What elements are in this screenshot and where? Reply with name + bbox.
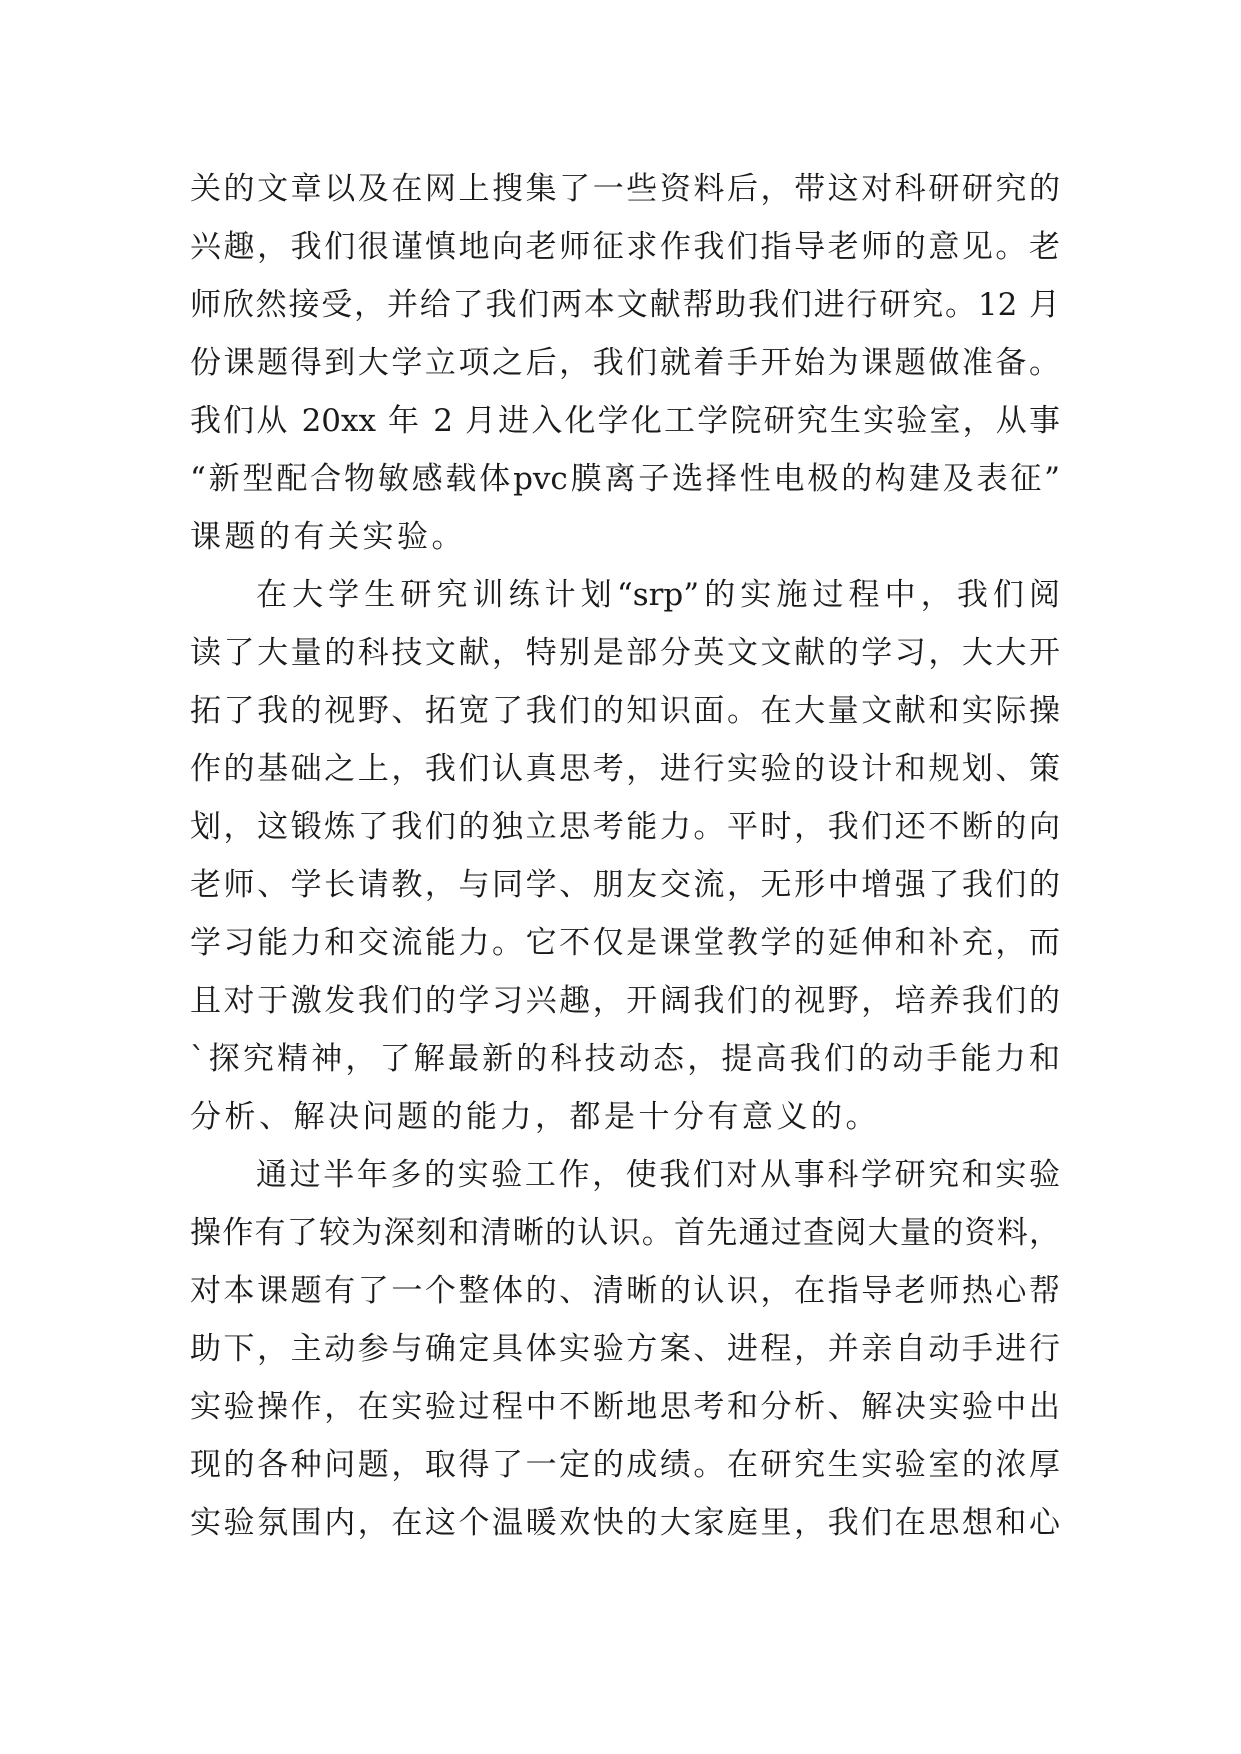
text-line: 拓了我的视野、拓宽了我们的知识面。在大量文献和实际操 (190, 693, 1060, 729)
text-line: 份课题得到大学立项之后，我们就着手开始为课题做准备。 (190, 345, 1060, 381)
text-line: 实验氛围内，在这个温暖欢快的大家庭里，我们在思想和心 (190, 1505, 1060, 1541)
text-line: “新型配合物敏感载体pvc膜离子选择性电极的构建及表征” (190, 461, 1060, 497)
text-line: 老师、学长请教，与同学、朋友交流，无形中增强了我们的 (190, 867, 1060, 903)
text-line: 分析、解决问题的能力，都是十分有意义的。 (190, 1099, 880, 1135)
text-line: 师欣然接受，并给了我们两本文献帮助我们进行研究。12 月 (190, 287, 1060, 323)
text-line: 操作有了较为深刻和清晰的认识。首先通过查阅大量的资料， (190, 1215, 1060, 1251)
text-line: 课题的有关实验。 (190, 519, 466, 555)
text-line: 我们从 20xx 年 2 月进入化学化工学院研究生实验室，从事 (190, 403, 1060, 439)
text-line: 划，这锻炼了我们的独立思考能力。平时，我们还不断的向 (190, 809, 1060, 845)
paragraph-first-line: 在大学生研究训练计划“srp”的实施过程中，我们阅 (256, 577, 1060, 613)
text-line: 读了大量的科技文献，特别是部分英文文献的学习，大大开 (190, 635, 1060, 671)
text-line: 对本课题有了一个整体的、清晰的认识，在指导老师热心帮 (190, 1273, 1060, 1309)
text-line: 学习能力和交流能力。它不仅是课堂教学的延伸和补充，而 (190, 925, 1060, 961)
text-line: 实验操作，在实验过程中不断地思考和分析、解决实验中出 (190, 1389, 1060, 1425)
text-line: 助下，主动参与确定具体实验方案、进程，并亲自动手进行 (190, 1331, 1060, 1367)
text-line: 关的文章以及在网上搜集了一些资料后，带这对科研研究的 (190, 171, 1060, 207)
text-line: 作的基础之上，我们认真思考，进行实验的设计和规划、策 (190, 751, 1060, 787)
text-line: `探究精神，了解最新的科技动态，提高我们的动手能力和 (190, 1041, 1060, 1077)
text-line: 现的各种问题，取得了一定的成绩。在研究生实验室的浓厚 (190, 1447, 1060, 1483)
text-line: 兴趣，我们很谨慎地向老师征求作我们指导老师的意见。老 (190, 229, 1060, 265)
body-text (190, 160, 1060, 1552)
paragraph-first-line: 通过半年多的实验工作，使我们对从事科学研究和实验 (256, 1157, 1060, 1193)
text-line: 且对于激发我们的学习兴趣，开阔我们的视野，培养我们的 (190, 983, 1060, 1019)
